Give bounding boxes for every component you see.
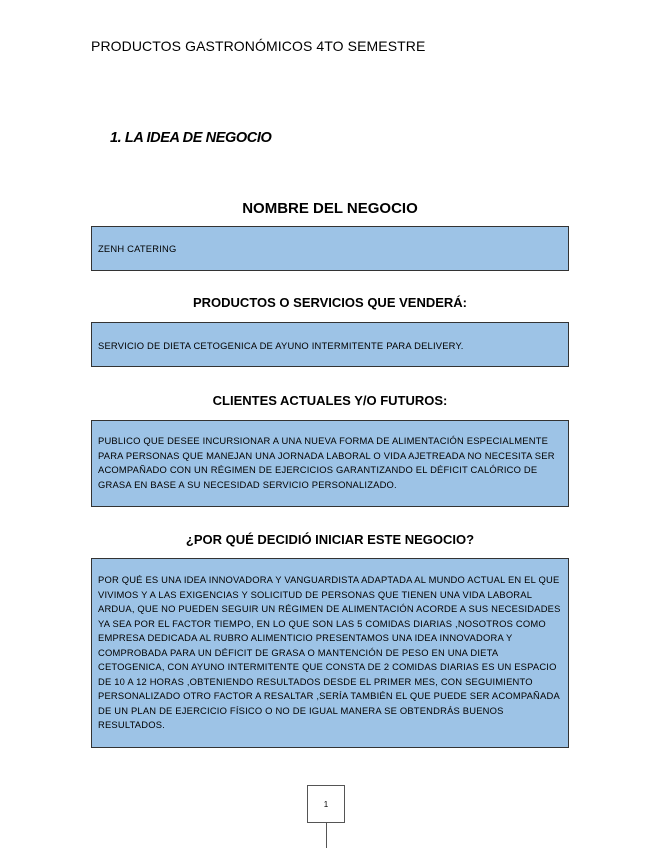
products-services-title: PRODUCTOS O SERVICIOS QUE VENDERÁ: bbox=[192, 295, 467, 310]
business-name-title: NOMBRE DEL NEGOCIO bbox=[242, 200, 418, 217]
clients-box: PUBLICO QUE DESEE INCURSIONAR A UNA NUEVA FORMA DE ALIMENTACIÓN ESPECIALMENTE PARA PERSONAS QUE MANEJAN UNA JORNADA LABORAL O VIDA AJETREADA NO NECESITA SER ACOMPAÑADO CON UN RÉGIMEN DE EJERCICIOS GARANTIZANDO EL DÉFICIT CALÓRICO DE GRASA EN BASE A SU NECESIDAD SERVICIO PERSONALIZADO. bbox=[91, 420, 569, 507]
section-heading: 1. LA IDEA DE NEGOCIO bbox=[110, 130, 272, 146]
why-business-title: ¿POR QUÉ DECIDIÓ INICIAR ESTE NEGOCIO? bbox=[185, 532, 475, 547]
page-number: 1 bbox=[307, 785, 345, 823]
clients-title: CLIENTES ACTUALES Y/O FUTUROS: bbox=[212, 393, 448, 408]
page-number-connector bbox=[326, 823, 327, 848]
business-name-box: ZENH CATERING bbox=[91, 226, 569, 271]
products-services-box: SERVICIO DE DIETA CETOGENICA DE AYUNO INTERMITENTE PARA DELIVERY. bbox=[91, 322, 569, 367]
why-business-box: POR QUÉ ES UNA IDEA INNOVADORA Y VANGUARDISTA ADAPTADA AL MUNDO ACTUAL EN EL QUE VIVIMOS Y A LAS EXIGENCIAS Y SOLICITUD DE PERSONAS QUE TIENEN UNA VIDA LABORAL ARDUA, QUE NO PUEDEN SEGUIR UN RÉGIMEN DE ALIMENTACIÓN ACORDE A SUS NECESIDADES YA SEA POR EL FACTOR TIEMPO, EN LO QUE SON LAS 5 COMIDAS DIARIAS ,NOSOTROS COMO EMPRESA DEDICADA AL RUBRO ALIMENTICIO PRESENTAMOS UNA IDEA INNOVADORA Y COMPROBADA PARA UN DÉFICIT DE GRASA O MANTENCIÓN DE PESO EN UNA DIETA CETOGENICA, CON AYUNO INTERMITENTE QUE CONSTA DE 2 COMIDAS DIARIAS ES UN ESPACIO DE 10 A 12 HORAS ,OBTENIENDO RESULTADOS DESDE EL PRIMER MES, CON SEGUIMIENTO PERSONALIZADO OTRO FACTOR A RESALTAR ,SERÍA TAMBIÉN EL QUE PUEDE SER ACOMPAÑADA DE UN PLAN DE EJERCICIO FÍSICO O NO DE IGUAL MANERA SE OBTENDRÁS BUENOS RESULTADOS. bbox=[91, 558, 569, 748]
document-header: PRODUCTOS GASTRONÓMICOS 4TO SEMESTRE bbox=[91, 38, 426, 54]
